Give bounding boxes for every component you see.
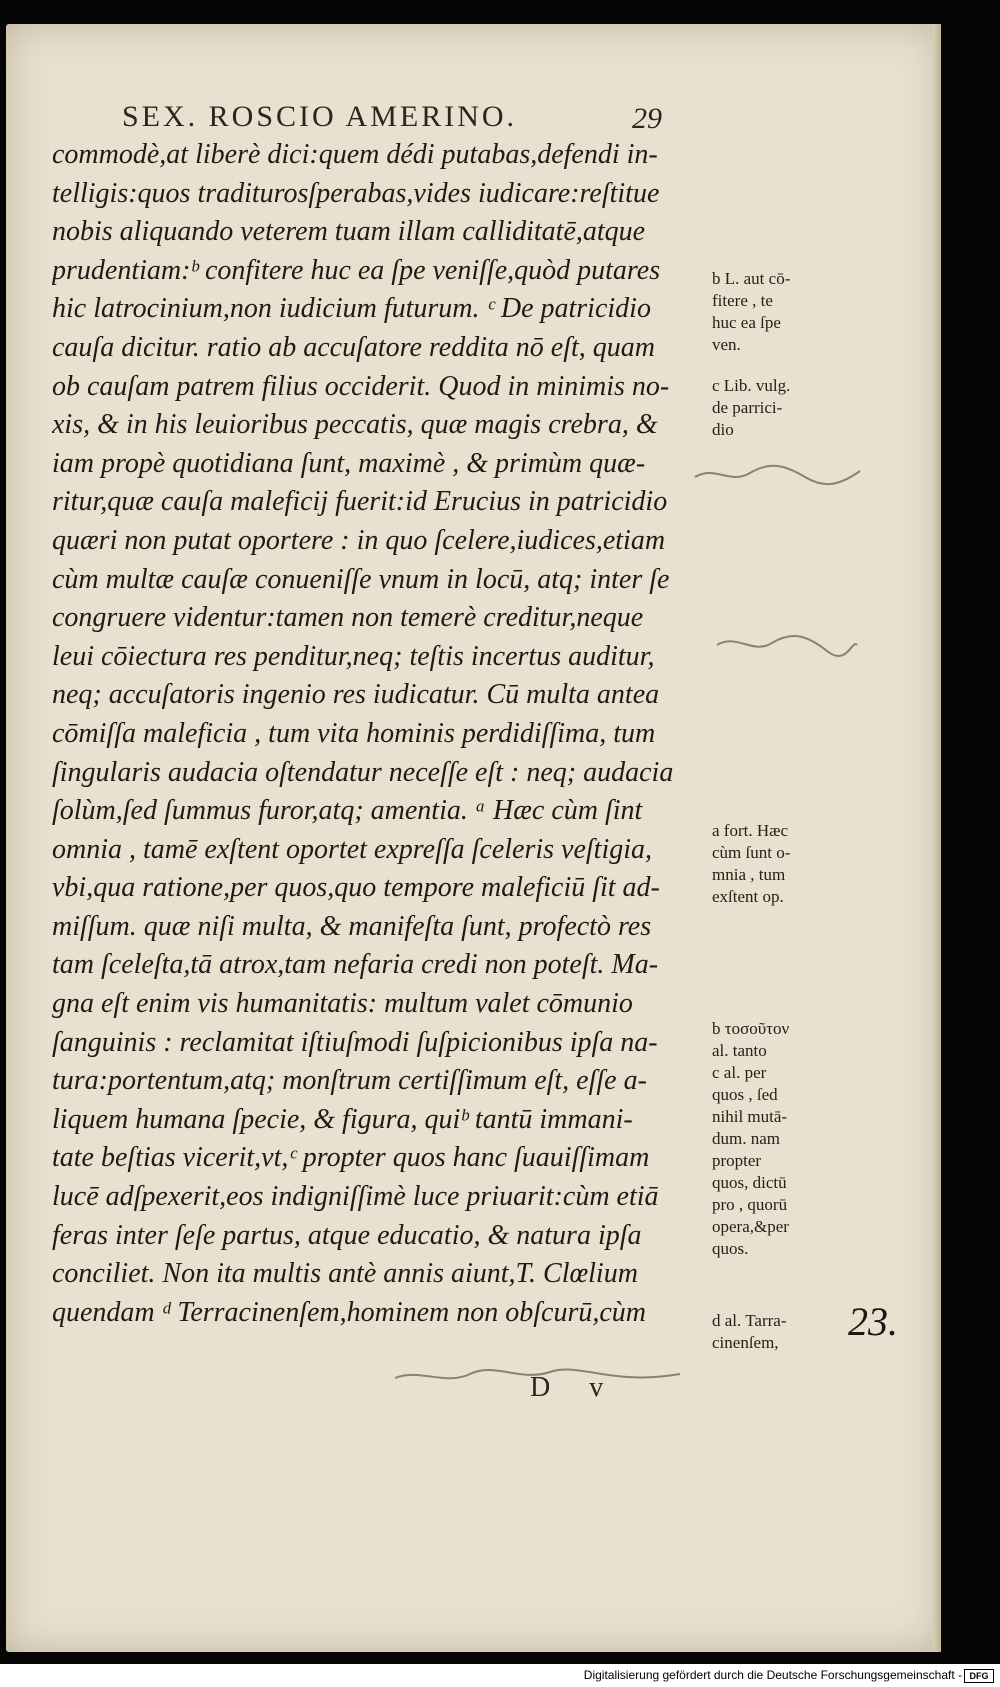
margin-note-line: a fort. Hæc — [712, 821, 789, 840]
dfg-logo: DFG — [964, 1669, 994, 1683]
text-line: cauſa dicitur. ratio ab accuſatore reddita nō eſt, quam — [52, 331, 655, 363]
text-line: tam ſceleſta,tā atrox,tam nefaria credi non poteſt. Ma- — [52, 949, 659, 981]
margin-note-b2 — [712, 1018, 832, 1260]
margin-note-line: d al. Tarra- — [712, 1311, 787, 1330]
text-line: commodè,at liberè dici:quem dédi putabas,defendi in- — [52, 139, 658, 170]
page-number: 29 — [632, 102, 662, 135]
text-line: nobis aliquando veterem tuam illam calliditatē,atque — [52, 216, 646, 248]
margin-note-line: c al. per — [712, 1063, 767, 1082]
text-line: leui cōiectura res penditur,neq; teſtis incertus auditur, — [52, 640, 655, 672]
text-line: conciliet. Non ita multis antè annis aiunt,T. Clœlium — [52, 1258, 638, 1290]
text-line: liquem humana ſpecie, & figura, quiᵇ tantū immani- — [52, 1103, 633, 1135]
text-line: iam propè quotidiana ſunt, maximè , & primùm quæ- — [52, 447, 646, 479]
margin-note-line: c Lib. vulg. — [712, 376, 791, 395]
signature-mark: D v — [530, 1372, 620, 1403]
margin-note-line: exſtent op. — [712, 887, 784, 906]
text-line: ritur,quæ cauſa maleficij fuerit:id Erucius in patricidio — [52, 486, 668, 518]
margin-note-c — [712, 375, 832, 441]
margin-note-line: pro , quorū — [712, 1195, 788, 1214]
text-line: prudentiam:ᵇ confitere huc ea ſpe veniſſe,quòd putares — [52, 254, 661, 286]
text-line: tura:portentum,atq; monſtrum certiſſimum eſt, eſſe a- — [52, 1065, 647, 1097]
page-edge — [933, 24, 941, 1652]
margin-note-a — [712, 820, 832, 908]
margin-note-b — [712, 268, 832, 356]
text-line: ob cauſam patrem filius occiderit. Quod in minimis no- — [52, 370, 670, 402]
margin-note-line: b τοσοῦτον — [712, 1019, 790, 1038]
pencil-annotation — [690, 455, 870, 495]
margin-note-line: dum. nam — [712, 1129, 780, 1148]
body-text — [52, 136, 712, 1332]
margin-note-line: al. tanto — [712, 1041, 767, 1060]
text-line: quæri non putat oportere : in quo ſcelere,iudices,etiam — [52, 524, 666, 556]
margin-note-line: dio — [712, 420, 734, 439]
text-line: lucē adſpexerit,eos indigniſſimè luce priuarit:cùm etiā — [52, 1181, 659, 1213]
margin-note-line: quos, dictū — [712, 1173, 787, 1192]
margin-note-line: mnia , tum — [712, 865, 786, 884]
text-line: cōmiſſa maleficia , tum vita hominis perdidiſſima, tum — [52, 717, 656, 749]
margin-note-line: cùm ſunt o- — [712, 843, 791, 862]
text-line: tate beſtias vicerit,vt,ᶜ propter quos hanc ſuauiſſimam — [52, 1142, 650, 1174]
running-head: SEX. ROSCIO AMERINO. — [122, 100, 518, 133]
margin-note-line: nihil mutā- — [712, 1107, 788, 1126]
text-line: quendam ᵈ Terracinenſem,hominem non obſcurū,cùm — [52, 1296, 647, 1328]
text-line: omnia , tamē exſtent oportet expreſſa ſceleris veſtigia, — [52, 833, 653, 865]
margin-note-line: b L. aut cō- — [712, 269, 791, 288]
text-line: miſſum. quæ niſi multa, & manifeſta ſunt, profectò res — [52, 910, 652, 942]
handwritten-number: 23. — [848, 1299, 898, 1344]
margin-note-line: ven. — [712, 335, 741, 354]
text-line: vbi,qua ratione,per quos,quo tempore maleficiū ſit ad- — [52, 872, 660, 904]
text-line: hic latrocinium,non iudicium futurum. ᶜ De patricidio — [52, 293, 651, 325]
text-line: congruere videntur:tamen non temerè creditur,neque — [52, 602, 644, 634]
text-line: ſingularis audacia oſtendatur neceſſe eſt : neq; audacia — [52, 756, 674, 788]
margin-note-line: quos , ſed — [712, 1085, 778, 1104]
text-line: gna eſt enim vis humanitatis: multum valet cōmunio — [52, 988, 633, 1020]
margin-note-line: fitere , te — [712, 291, 773, 310]
text-line: neq; accuſatoris ingenio res iudicatur. Cū multa antea — [52, 679, 660, 711]
text-line: cùm multæ cauſæ conueniſſe vnum in locū, atq; inter ſe — [52, 563, 670, 595]
text-line: xis, & in his leuioribus peccatis, quæ magis crebra, & — [52, 409, 658, 441]
margin-note-d — [712, 1310, 832, 1354]
footer-bar — [0, 1664, 1000, 1687]
footer-text: Digitalisierung gefördert durch die Deutsche Forschungsgemeinschaft - — [583, 1668, 962, 1682]
margin-note-line: huc ea ſpe — [712, 313, 781, 332]
text-line: telligis:quos traditurosſperabas,vides iudicare:reſtitue — [52, 177, 660, 209]
margin-note-line: de parrici- — [712, 398, 783, 417]
margin-note-line: quos. — [712, 1239, 749, 1258]
text-line: feras inter ſeſe partus, atque educatio, & natura ipſa — [52, 1219, 642, 1251]
margin-note-line: propter — [712, 1151, 762, 1170]
text-line: ſolùm,ſed ſummus furor,atq; amentia. ᵃ Hæc cùm ſint — [52, 795, 643, 827]
pencil-annotation — [712, 625, 862, 665]
text-line: ſanguinis : reclamitat iſtiuſmodi ſuſpicionibus ipſa na- — [52, 1026, 658, 1058]
margin-note-line: cinenſem, — [712, 1333, 779, 1352]
margin-note-line: opera,&per — [712, 1217, 789, 1236]
